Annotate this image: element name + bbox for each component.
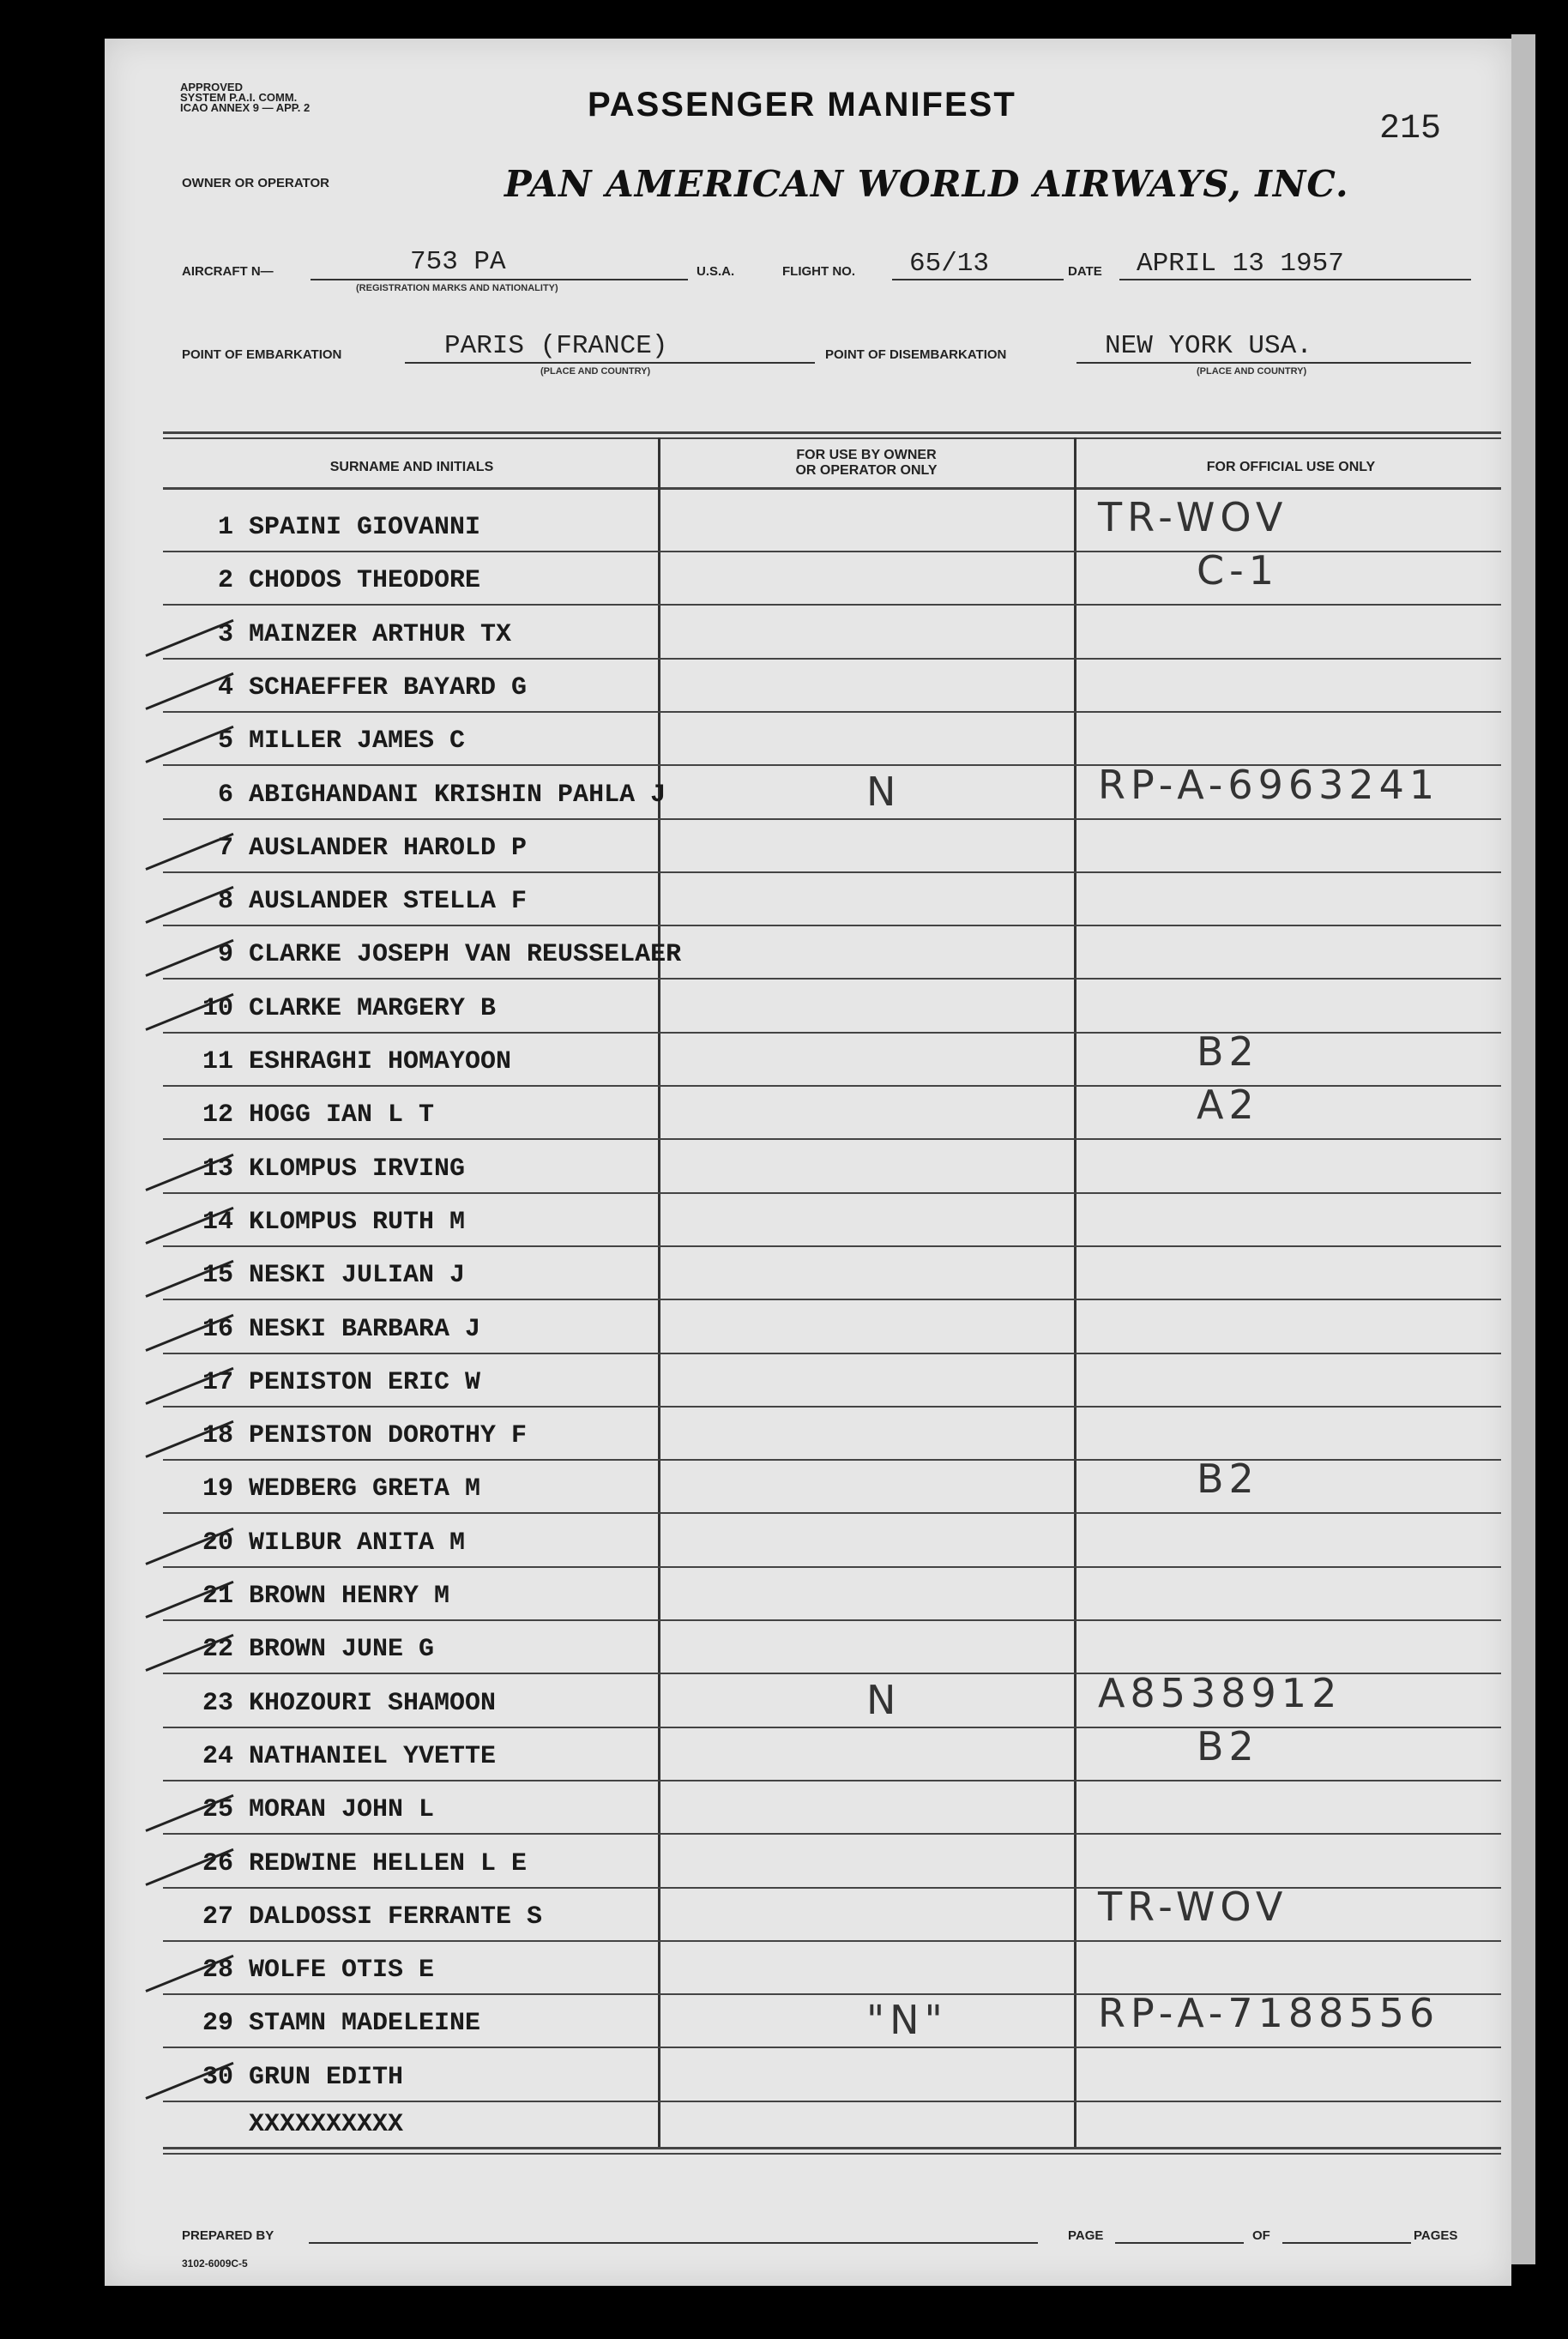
passenger-row	[180, 1421, 527, 1456]
passenger-name: GRUN EDITH	[249, 2063, 404, 2092]
row-rule	[163, 871, 1501, 873]
row-rule	[163, 551, 1501, 552]
page-label: PAGE	[1068, 2228, 1104, 2243]
disembarkation-underline	[1076, 362, 1471, 364]
of-underline	[1282, 2242, 1411, 2244]
table-top-rule-2	[163, 437, 1501, 439]
flight-no-value: 65/13	[909, 249, 990, 279]
passenger-number: 6	[217, 781, 233, 810]
usa-label: U.S.A.	[697, 264, 735, 279]
passenger-name: SPAINI GIOVANNI	[249, 513, 481, 542]
official-note: A2	[1197, 1082, 1259, 1128]
passenger-name: KLOMPUS RUTH M	[249, 1208, 466, 1237]
passenger-name: HOGG IAN L T	[249, 1100, 435, 1130]
passenger-number: 15	[202, 1261, 233, 1290]
passenger-number: 22	[202, 1635, 233, 1664]
row-rule	[163, 1512, 1501, 1514]
row-rule	[163, 1566, 1501, 1568]
passenger-name: CHODOS THEODORE	[249, 566, 481, 595]
passenger-row	[180, 2009, 480, 2043]
official-note: TR-WOV	[1098, 494, 1288, 540]
passenger-number: 7	[217, 834, 233, 863]
row-rule	[163, 1619, 1501, 1621]
passenger-name: PENISTON DOROTHY F	[249, 1421, 528, 1450]
passenger-number: 17	[202, 1368, 233, 1397]
operator-name: PAN AMERICAN WORLD AIRWAYS, INC.	[504, 163, 1349, 205]
table-bottom-rule	[163, 2147, 1501, 2149]
passenger-row	[180, 566, 480, 600]
passenger-number: 9	[217, 940, 233, 969]
row-rule	[163, 1887, 1501, 1889]
column-divider-2	[1074, 437, 1076, 2149]
column-header-owner: FOR USE BY OWNER OR OPERATOR ONLY	[795, 448, 938, 478]
column-header-official: FOR OFFICIAL USE ONLY	[1206, 460, 1376, 474]
passenger-name: BROWN JUNE G	[249, 1635, 435, 1664]
passenger-row	[180, 994, 496, 1028]
passenger-name: AUSLANDER STELLA F	[249, 887, 528, 916]
aircraft-underline	[311, 279, 688, 280]
disembarkation-place-note: (PLACE AND COUNTRY)	[1197, 366, 1307, 377]
passenger-row	[180, 1474, 480, 1509]
passenger-row	[180, 1902, 542, 1937]
passenger-row	[180, 887, 527, 921]
passenger-number: 27	[202, 1902, 233, 1932]
official-note: B2	[1197, 1456, 1259, 1502]
passenger-name: KHOZOURI SHAMOON	[249, 1689, 497, 1718]
official-note: A8538912	[1098, 1670, 1342, 1716]
passenger-number: 2	[217, 566, 233, 595]
row-rule	[163, 818, 1501, 820]
row-rule	[163, 1940, 1501, 1942]
row-rule	[163, 1032, 1501, 1034]
row-rule	[163, 1780, 1501, 1781]
header-bottom-rule	[163, 487, 1501, 490]
passenger-name: MAINZER ARTHUR TX	[249, 620, 512, 649]
flight-no-label: FLIGHT NO.	[782, 264, 855, 279]
passenger-name: DALDOSSI FERRANTE S	[249, 1902, 543, 1932]
passenger-number: 4	[217, 673, 233, 702]
date-value: APRIL 13 1957	[1137, 249, 1344, 279]
official-note: RP-A-6963241	[1098, 762, 1440, 808]
official-note: TR-WOV	[1098, 1884, 1288, 1930]
row-rule	[163, 1727, 1501, 1728]
passenger-number: 19	[202, 1474, 233, 1504]
passenger-number: 30	[202, 2063, 233, 2092]
passenger-name: ABIGHANDANI KRISHIN PAHLA J	[249, 781, 666, 810]
passenger-row	[180, 781, 666, 815]
page-title: PASSENGER MANIFEST	[588, 86, 1016, 124]
page-underline	[1115, 2242, 1244, 2244]
passenger-row	[180, 940, 681, 974]
approval-line: APPROVED	[180, 81, 243, 93]
passenger-row	[180, 1689, 496, 1723]
passenger-number: 1	[217, 513, 233, 542]
passenger-row	[180, 834, 527, 868]
official-note: RP-A-7188556	[1098, 1990, 1440, 2036]
official-note: B2	[1197, 1028, 1259, 1075]
passenger-name: ESHRAGHI HOMAYOON	[249, 1047, 512, 1076]
passenger-row	[180, 1315, 480, 1349]
disembarkation-value: NEW YORK USA.	[1105, 331, 1312, 361]
passenger-name: WILBUR ANITA M	[249, 1528, 466, 1558]
passenger-row	[180, 1742, 496, 1776]
owner-mark: N	[866, 1677, 902, 1723]
passenger-name: KLOMPUS IRVING	[249, 1154, 466, 1184]
passenger-number: 18	[202, 1421, 233, 1450]
date-label: DATE	[1068, 264, 1102, 279]
row-rule	[163, 1353, 1501, 1354]
table-top-rule	[163, 431, 1501, 434]
passenger-row	[180, 1368, 480, 1402]
form-number: 3102-6009C-5	[182, 2258, 248, 2270]
passenger-number: 23	[202, 1689, 233, 1718]
passenger-name: MILLER JAMES C	[249, 726, 466, 756]
row-rule	[163, 1299, 1501, 1300]
passenger-number: 21	[202, 1582, 233, 1611]
of-label: OF	[1252, 2228, 1270, 2243]
prepared-by-label: PREPARED BY	[182, 2228, 274, 2243]
passenger-name: STAMN MADELEINE	[249, 2009, 481, 2038]
passenger-name: MORAN JOHN L	[249, 1795, 435, 1824]
passenger-number: 12	[202, 1100, 233, 1130]
owner-operator-label: OWNER OR OPERATOR	[182, 176, 329, 190]
flight-underline	[892, 279, 1064, 280]
row-rule	[163, 1085, 1501, 1087]
passenger-number: 10	[202, 994, 233, 1023]
passenger-row	[180, 1100, 434, 1135]
embarkation-label: POINT OF EMBARKATION	[182, 347, 342, 362]
row-rule	[163, 658, 1501, 660]
struck-entry: XXXXXXXXXX	[249, 2110, 404, 2139]
passenger-name: NESKI BARBARA J	[249, 1315, 481, 1344]
embarkation-underline	[405, 362, 815, 364]
row-rule	[163, 1406, 1501, 1408]
row-rule	[163, 1138, 1501, 1140]
page-number: 215	[1379, 110, 1442, 148]
passenger-number: 25	[202, 1795, 233, 1824]
passenger-row	[180, 1849, 527, 1884]
passenger-number: 8	[217, 887, 233, 916]
table-bottom-rule-2	[163, 2153, 1501, 2155]
approval-stamp	[180, 81, 311, 114]
passenger-number: 16	[202, 1315, 233, 1344]
passenger-number: 26	[202, 1849, 233, 1878]
passenger-number: 20	[202, 1528, 233, 1558]
aircraft-value: 753 PA	[410, 247, 506, 277]
registration-note: (REGISTRATION MARKS AND NATIONALITY)	[356, 283, 558, 293]
row-rule	[163, 1192, 1501, 1194]
pages-label: PAGES	[1414, 2228, 1458, 2243]
passenger-name: AUSLANDER HAROLD P	[249, 834, 528, 863]
row-rule	[163, 2047, 1501, 2048]
column-divider-1	[658, 437, 660, 2149]
passenger-number: 11	[202, 1047, 233, 1076]
passenger-number: 14	[202, 1208, 233, 1237]
passenger-row	[180, 620, 511, 654]
passenger-number: 13	[202, 1154, 233, 1184]
official-note: C-1	[1197, 547, 1279, 594]
approval-line: SYSTEM P.A.I. COMM.	[180, 91, 298, 104]
row-rule	[163, 2101, 1501, 2102]
passenger-number: 29	[202, 2009, 233, 2038]
disembarkation-label: POINT OF DISEMBARKATION	[825, 347, 1007, 362]
passenger-row	[180, 1047, 511, 1082]
passenger-name: CLARKE JOSEPH VAN REUSSELAER	[249, 940, 682, 969]
column-header-names: SURNAME AND INITIALS	[329, 460, 494, 474]
row-rule	[163, 1833, 1501, 1835]
page-edge	[1511, 34, 1535, 2264]
row-rule	[163, 1459, 1501, 1461]
approval-line: ICAO ANNEX 9 — APP. 2	[180, 101, 311, 114]
passenger-number: 24	[202, 1742, 233, 1771]
owner-mark: N	[866, 769, 902, 815]
owner-mark: "N"	[866, 1997, 948, 2043]
passenger-number: 3	[217, 620, 233, 649]
row-rule	[163, 711, 1501, 713]
passenger-name: CLARKE MARGERY B	[249, 994, 497, 1023]
row-rule	[163, 604, 1501, 606]
passenger-name: WOLFE OTIS E	[249, 1956, 435, 1985]
passenger-name: NESKI JULIAN J	[249, 1261, 466, 1290]
date-underline	[1119, 279, 1471, 280]
passenger-number: 28	[202, 1956, 233, 1985]
prepared-by-underline	[309, 2242, 1038, 2244]
passenger-name: PENISTON ERIC W	[249, 1368, 481, 1397]
passenger-name: NATHANIEL YVETTE	[249, 1742, 497, 1771]
passenger-number: 5	[217, 726, 233, 756]
aircraft-label: AIRCRAFT N—	[182, 264, 274, 279]
passenger-row	[180, 513, 480, 547]
row-rule	[163, 925, 1501, 926]
embarkation-value: PARIS (FRANCE)	[444, 331, 668, 361]
official-note: B2	[1197, 1723, 1259, 1769]
embarkation-place-note: (PLACE AND COUNTRY)	[540, 366, 651, 377]
passenger-name: REDWINE HELLEN L E	[249, 1849, 528, 1878]
passenger-row	[180, 2063, 403, 2097]
passenger-row	[180, 673, 527, 708]
passenger-name: BROWN HENRY M	[249, 1582, 450, 1611]
row-rule	[163, 978, 1501, 980]
passenger-name: WEDBERG GRETA M	[249, 1474, 481, 1504]
passenger-name: SCHAEFFER BAYARD G	[249, 673, 528, 702]
row-rule	[163, 1245, 1501, 1247]
